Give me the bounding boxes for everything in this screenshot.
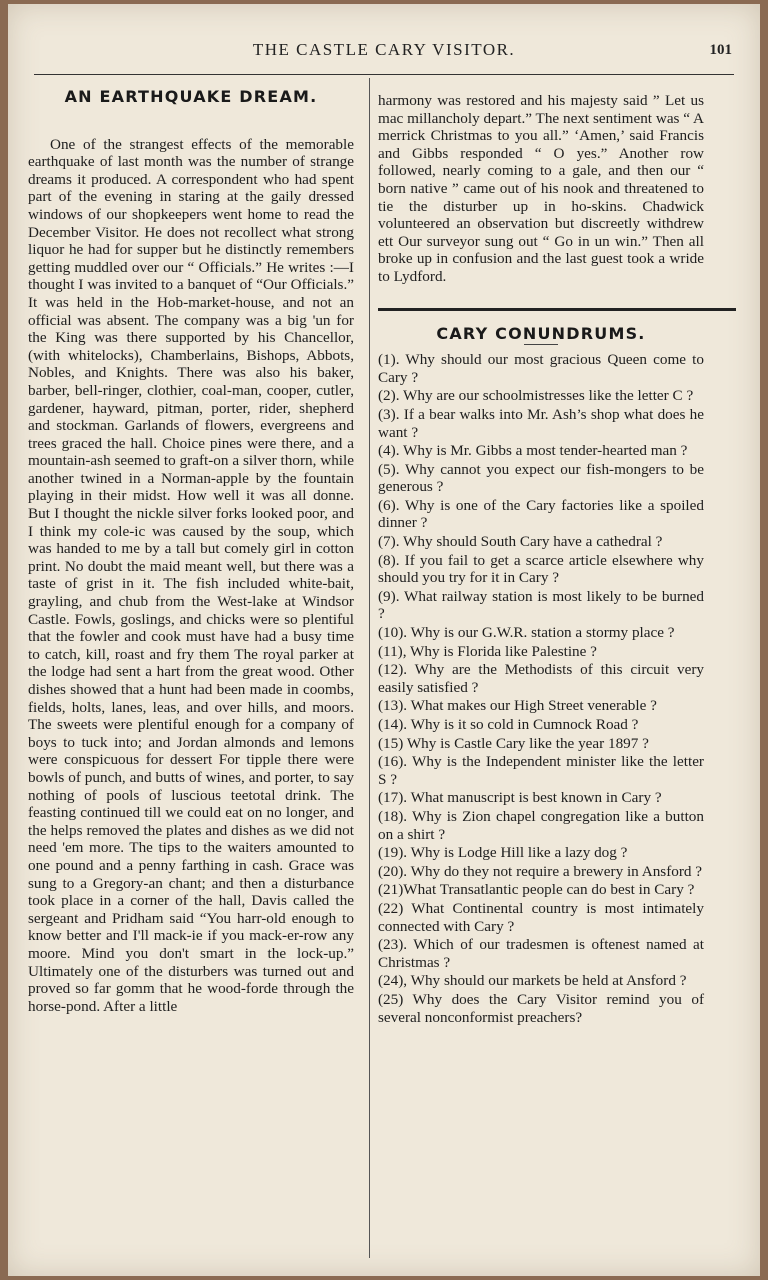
riddle-item: (21)What Transatlantic people can do best in Cary ? <box>378 881 695 899</box>
riddle-item: (5). Why cannot you expect our fish-mongers to be generous ? <box>378 460 704 496</box>
article-body-earthquake-dream: One of the strangest effects of the memorable earthquake of last month was the number of strange dreams it produced. A correspondent who had spent part of the evening in staring at the gaily dressed windows of our shopkeepers went home to read the December Visitor. He does not recollect what strong liquor he had for supper but he distinctly remembers getting muddled over our “ Officials.” He writes :—I thought I was invited to a banquet of “Our Officials.” It was held in the Hob-market-house, and not an official was absent. The company was a big 'un for the King was there supported by his Chancellor, (with whitelocks), Chamberlains, Bishops, Abbots, Nobles, and Knights. There was also his baker, barber, bell-ringer, clothier, coal-man, cooper, cutler, gardener, hayward, pitman, porter, rider, shepherd and stockman. Garlands of flowers, evergreens and trees graced the hall. Choice pines were there, and a mountain-ash seemed to graft-on a silver thorn, while another twined in a Norman-apple by the fountain playing in their midst. How well it was all donne. But I thought the nickle silver forks looked poor, and I think my cole-ic was caused by the soup, which was handed to me by a tall but comely girl in cotton print. No doubt the maid meant well, but there was a taste of grist in it. The fish included white-bait, grayling, and chub from the West-lake at Windsor Castle. Fowls, goslings, and chicks were so plentiful that the fowler and cook must have had a busy time to catch, kill, roast and fry them The royal parker at the lodge had sent a hart from the great wood. Other dishes showed that a hunt had been made in coombs, fields, holts, lanes, leas, and over hills, and moors. The sweets were plentiful enough for a company of boys to tuck into; and Jordan almonds and lemons were conspicuous for dessert For tipple there were bowls of punch, and butts of wines, and porter, to say nothing of pools of luscious teetotal drink. The feasting continued till we could eat on no longer, and the helps removed the plates and dishes as we did not need 'em more. The tips to the waiters amounted to one pound and a penny farthing in cash. Grace was sung to a Gregory-an chant; and then a disturbance took place in a corner of the hall, Davis called the sergeant and Pridham said “You harr-old enough to know better and I'll mack-ie if you mack-er-row any moore. Mind you don't smart in the lock-up.” Ultimately one of the disturbers was turned out and proved so far gomm that he wood-forde through the horse-pond. After a little <box>28 135 354 1015</box>
riddle-item: (20). Why do they not require a brewery in Ansford ? <box>378 862 703 880</box>
riddle-item: (7). Why should South Cary have a cathedral ? <box>378 533 663 551</box>
magazine-page <box>8 4 760 1276</box>
riddle-item: (2). Why are our schoolmistresses like the letter C ? <box>378 387 694 405</box>
riddle-item: (23). Which of our tradesmen is oftenest named at Christmas ? <box>378 936 704 971</box>
running-title: THE CASTLE CARY VISITOR. <box>252 40 516 59</box>
riddle-item: (18). Why is Zion chapel congregation like a button on a shirt ? <box>378 807 704 843</box>
section-rule <box>378 308 736 311</box>
article-title-cary-conundrums: CARY CONUNDRUMS. <box>436 323 646 343</box>
column-divider <box>369 78 370 1258</box>
page-number: 101 <box>709 42 732 58</box>
right-column <box>378 92 704 1027</box>
riddle-item: (24), Why should our markets be held at Ansford ? <box>378 972 687 990</box>
title-underline <box>524 344 558 345</box>
riddle-item: (25) Why does the Cary Visitor remind you of several nonconformist preachers? <box>378 990 704 1026</box>
riddle-item: (14). Why is it so cold in Cumnock Road ? <box>378 716 639 733</box>
riddle-item: (16). Why is the Independent minister like the letter S ? <box>378 753 704 788</box>
article-title-earthquake-dream: AN EARTHQUAKE DREAM. <box>64 87 318 106</box>
riddle-item: (10). Why is our G.W.R. station a stormy place ? <box>378 624 675 642</box>
riddle-item: (15) Why is Castle Cary like the year 1897 ? <box>378 734 649 752</box>
article-continuation: harmony was restored and his majesty said ” Let us mac millancholy depart.” The next sentiment was “ A merrick Christmas to you all.” ‘Amen,’ said Francis and Gibbs responded “ O yes.” Another row followed, nearly coming to a gale, and then our “ born native ” came out of his nook and threatened to tie the disturber up in ho-skins. Chadwick volunteered an observation but discreetly withdrew ett Our surveyor sung out “ Go in un win.” Then all broke up in confusion and the last guest took a wride to Lydford. <box>378 92 704 285</box>
header-rule <box>34 74 734 75</box>
riddle-item: (22) What Continental country is most intimately connected with Cary ? <box>378 899 704 935</box>
riddle-item: (9). What railway station is most likely to be burned ? <box>378 587 704 623</box>
running-head <box>8 40 760 64</box>
riddle-item: (3). If a bear walks into Mr. Ash’s shop what does he want ? <box>378 405 704 441</box>
riddle-item: (13). What makes our High Street venerable ? <box>378 697 657 715</box>
riddle-item: (4). Why is Mr. Gibbs a most tender-hearted man ? <box>378 442 688 460</box>
riddle-list <box>378 351 704 1026</box>
riddle-item: (11), Why is Florida like Palestine ? <box>378 642 597 660</box>
riddle-item: (19). Why is Lodge Hill like a lazy dog ? <box>378 844 628 862</box>
left-column <box>28 88 354 1015</box>
riddle-item: (1). Why should our most gracious Queen come to Cary ? <box>378 351 704 386</box>
riddle-item: (17). What manuscript is best known in Cary ? <box>378 789 662 807</box>
riddle-item: (8). If you fail to get a scarce article elsewhere why should you try for it in Cary ? <box>378 551 704 587</box>
riddle-item: (6). Why is one of the Cary factories like a spoiled dinner ? <box>378 496 704 532</box>
riddle-item: (12). Why are the Methodists of this circuit very easily satisfied ? <box>378 661 704 696</box>
